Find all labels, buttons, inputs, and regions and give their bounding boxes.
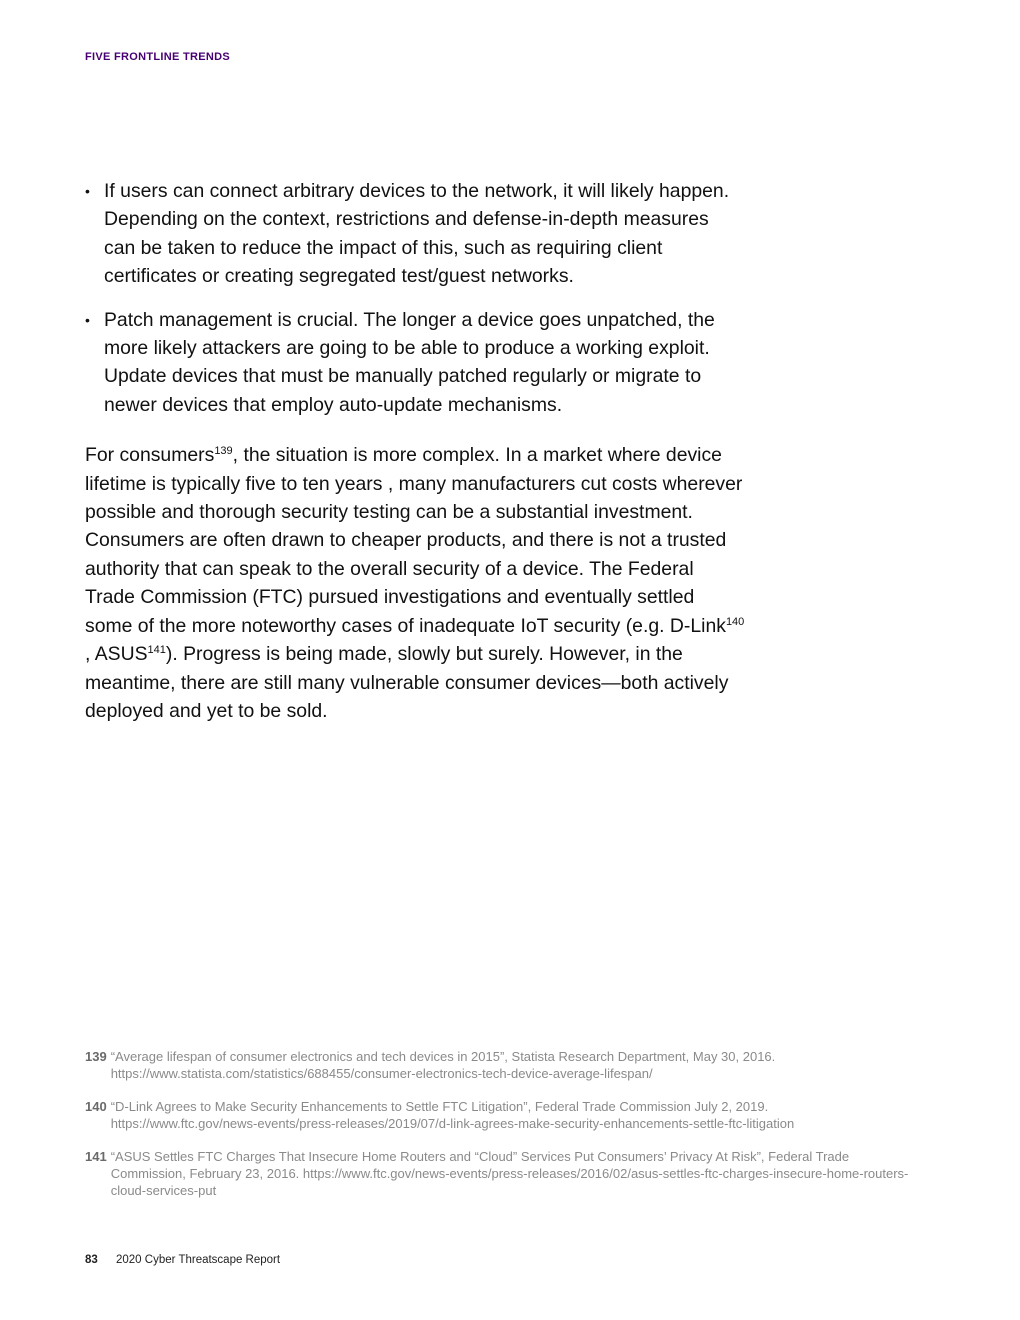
bullet-text: Patch management is crucial. The longer a device goes unpatched, the more likely attackers are going to be able to produce a working exploit. Update devices that must be manually patched regularly or migrate to newer devices that employ auto-update mechanisms.: [104, 308, 715, 416]
bullet-dot-icon: •: [85, 311, 90, 328]
footnote-body: [111, 1098, 925, 1132]
bullet-item: [85, 177, 745, 291]
section-label: FIVE FRONTLINE TRENDS: [85, 51, 231, 63]
paragraph-text: For consumers: [85, 444, 215, 467]
report-title: 2020 Cyber Threatscape Report: [116, 1254, 281, 1266]
page-number: 83: [85, 1254, 98, 1266]
footnote-ref-141: 141: [147, 644, 166, 657]
page-footer: [85, 1254, 280, 1266]
footnote-text: “D-Link Agrees to Make Security Enhancements to Settle FTC Litigation”, Federal Trade Commission July 2, 2019.: [110, 1099, 769, 1114]
footnote-link[interactable]: https://www.statista.com/statistics/688455/consumer-electronics-tech-device-average-lifespan/: [110, 1066, 653, 1081]
footnote-number: 140: [85, 1099, 107, 1114]
footnote-body: [111, 1048, 925, 1082]
footnote-text: “Average lifespan of consumer electronics and tech devices in 2015”, Statista Research Department, May 30, 2016.: [110, 1049, 776, 1064]
footnotes: [85, 1048, 925, 1215]
footnote-139: [85, 1048, 925, 1082]
bullet-item: [85, 306, 745, 420]
footnote-141: [85, 1148, 925, 1199]
paragraph-text: , ASUS: [85, 643, 148, 666]
paragraph-text: , the situation is more complex. In a market where device lifetime is typically five to ten years , many manufacturers cut costs wherever possible and thorough security testing can be a substantial investment. Consumers are often drawn to cheaper products, and there is not a trusted authority that can speak to the overall security of a device. The Federal Trade Commission (FTC) pursued investigations and eventually settled some of the more noteworthy cases of inadequate IoT security (e.g. D-Link: [85, 444, 743, 637]
body-paragraph: [85, 441, 745, 725]
bullet-dot-icon: •: [85, 183, 90, 199]
footnote-number: 139: [85, 1049, 107, 1064]
paragraph-text: ). Progress is being made, slowly but surely. However, in the meantime, there are still many vulnerable consumer devices—both actively deployed and yet to be sold.: [85, 643, 729, 722]
footnote-ref-140: 140: [725, 615, 745, 628]
main-content: [85, 177, 745, 725]
footnote-link[interactable]: https://www.ftc.gov/news-events/press-releases/2019/07/d-link-agrees-make-security-enhancements-settle-ftc-litigation: [110, 1116, 795, 1131]
bullet-list: [85, 177, 745, 419]
footnote-140: [85, 1098, 925, 1132]
footnote-ref-139: 139: [214, 445, 233, 458]
bullet-text: If users can connect arbitrary devices to the network, it will likely happen. Depending on the context, restrictions and defense-in-depth measures can be taken to reduce the impact of this, such as requiring client certificates or creating segregated test/guest networks.: [104, 180, 730, 288]
footnote-body[interactable]: “ASUS Settles FTC Charges That Insecure Home Routers and “Cloud” Services Put Consumers’ Privacy At Risk”, Federal Trade Commission, February 23, 2016. https://www.ftc.gov/news-events/press-releases/2016/02/asus-settles-ftc-charges-insecure-home-routers-cloud-services-put: [110, 1149, 909, 1198]
footnote-number: 141: [85, 1149, 107, 1164]
